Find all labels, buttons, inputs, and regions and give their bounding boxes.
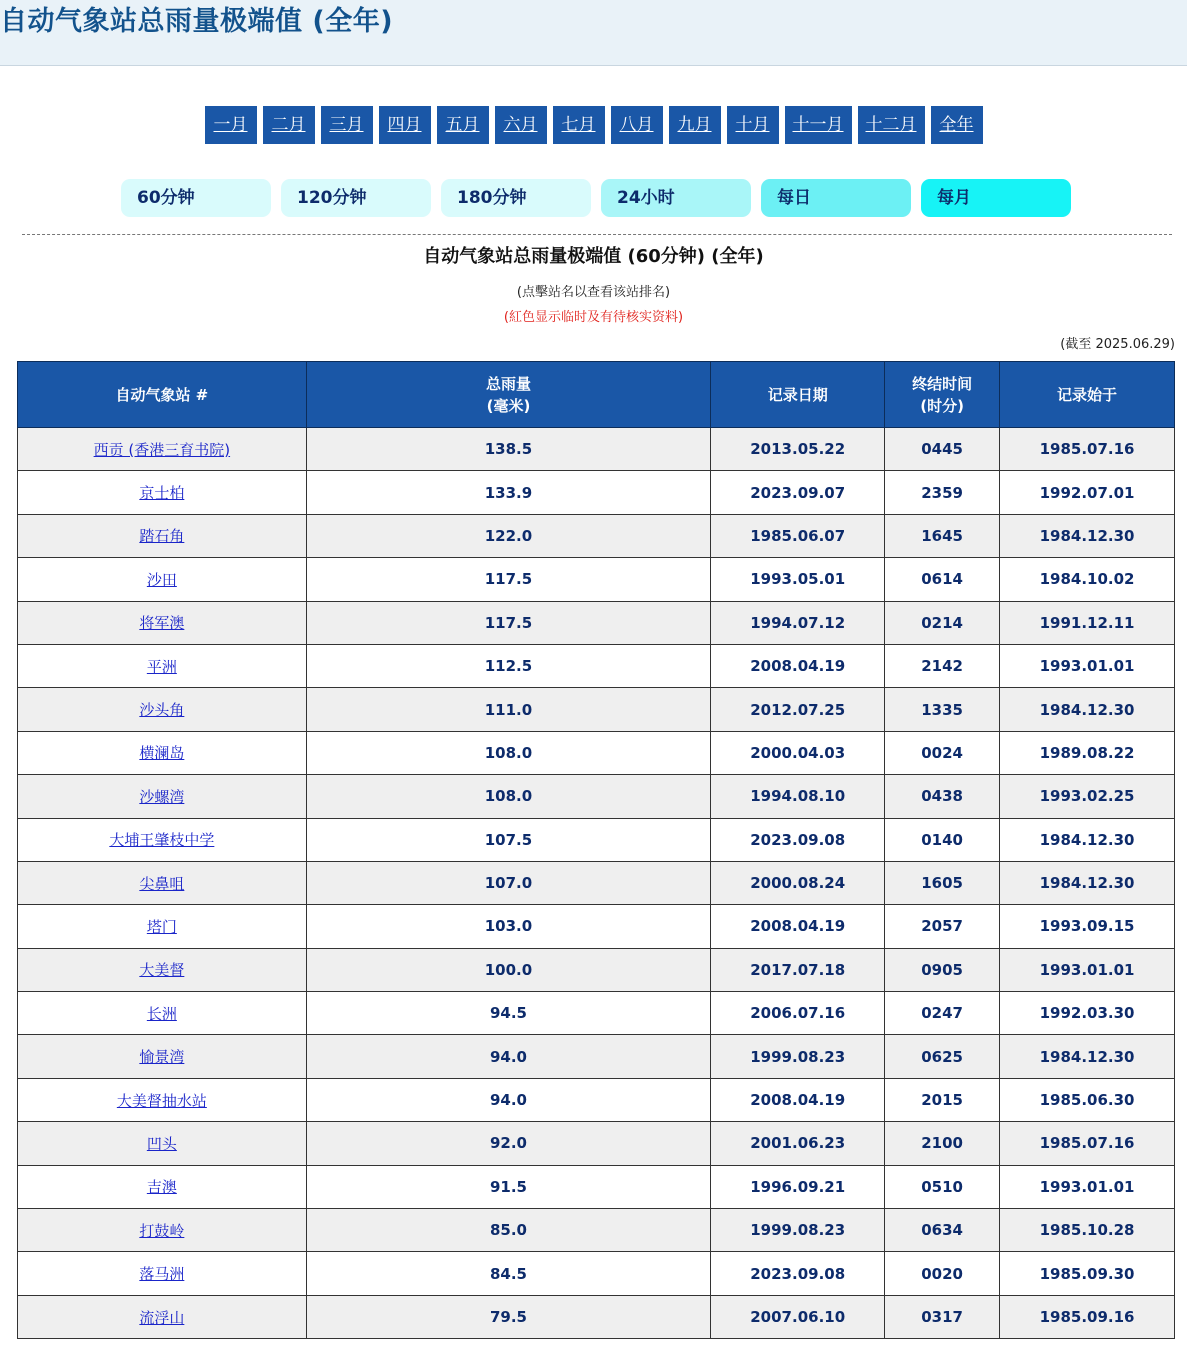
table-row [18, 775, 1175, 818]
table-row [18, 1252, 1175, 1295]
station-cell [18, 992, 307, 1035]
date-cell: 2006.07.16 [711, 992, 885, 1035]
since-cell: 1984.12.30 [1000, 1035, 1175, 1078]
station-cell [18, 1122, 307, 1165]
end-time-cell: 2359 [885, 471, 1000, 514]
duration-button[interactable]: 每日 [761, 179, 911, 217]
station-link[interactable]: 沙螺湾 [139, 787, 185, 806]
duration-button[interactable]: 180分钟 [441, 179, 591, 217]
rainfall-cell: 108.0 [306, 731, 711, 774]
station-link[interactable]: 落马洲 [139, 1265, 185, 1284]
date-cell: 2023.09.08 [711, 818, 885, 861]
station-cell [18, 514, 307, 557]
table-row [18, 601, 1175, 644]
month-nav [0, 106, 1187, 144]
end-time-cell: 2100 [885, 1122, 1000, 1165]
station-cell [18, 1295, 307, 1338]
rainfall-cell: 111.0 [306, 688, 711, 731]
divider [22, 234, 1172, 235]
rainfall-table [17, 361, 1175, 1339]
table-row [18, 731, 1175, 774]
month-button[interactable]: 五月 [437, 106, 489, 144]
end-time-cell: 0020 [885, 1252, 1000, 1295]
end-time-cell: 0614 [885, 558, 1000, 601]
since-cell: 1984.12.30 [1000, 861, 1175, 904]
table-row [18, 861, 1175, 904]
month-button[interactable]: 十一月 [785, 106, 852, 144]
table-row [18, 471, 1175, 514]
table-row [18, 1165, 1175, 1208]
station-cell [18, 1035, 307, 1078]
date-cell: 2008.04.19 [711, 905, 885, 948]
end-time-cell: 1335 [885, 688, 1000, 731]
station-link[interactable]: 平洲 [146, 657, 177, 676]
station-link[interactable]: 长洲 [146, 1004, 177, 1023]
station-link[interactable]: 西贡 (香港三育书院) [93, 440, 231, 459]
station-cell [18, 558, 307, 601]
month-button[interactable]: 八月 [611, 106, 663, 144]
rainfall-cell: 122.0 [306, 514, 711, 557]
station-link[interactable]: 大美督 [139, 961, 185, 980]
since-cell: 1985.09.16 [1000, 1295, 1175, 1338]
end-time-cell: 0024 [885, 731, 1000, 774]
station-link[interactable]: 打鼓岭 [139, 1221, 185, 1240]
station-link[interactable]: 塔门 [146, 917, 177, 936]
table-row [18, 905, 1175, 948]
end-time-cell: 0214 [885, 601, 1000, 644]
station-link[interactable]: 流浮山 [139, 1308, 185, 1327]
station-cell [18, 1209, 307, 1252]
table-row [18, 1209, 1175, 1252]
station-cell [18, 775, 307, 818]
station-cell [18, 818, 307, 861]
since-cell: 1984.12.30 [1000, 688, 1175, 731]
table-row [18, 1035, 1175, 1078]
col-end-time: 终结时间 (时分) [885, 362, 1000, 428]
station-cell [18, 1078, 307, 1121]
date-cell: 1985.06.07 [711, 514, 885, 557]
table-row [18, 644, 1175, 687]
duration-nav [121, 179, 1081, 217]
since-cell: 1985.10.28 [1000, 1209, 1175, 1252]
station-link[interactable]: 大美督抽水站 [116, 1091, 207, 1110]
since-cell: 1989.08.22 [1000, 731, 1175, 774]
since-cell: 1993.09.15 [1000, 905, 1175, 948]
duration-button[interactable]: 120分钟 [281, 179, 431, 217]
table-row [18, 688, 1175, 731]
rainfall-cell: 94.0 [306, 1078, 711, 1121]
rainfall-cell: 117.5 [306, 558, 711, 601]
rainfall-cell: 94.0 [306, 1035, 711, 1078]
col-date: 记录日期 [711, 362, 885, 428]
since-cell: 1984.10.02 [1000, 558, 1175, 601]
end-time-cell: 0905 [885, 948, 1000, 991]
since-cell: 1992.07.01 [1000, 471, 1175, 514]
table-row [18, 1122, 1175, 1165]
station-cell [18, 1165, 307, 1208]
section-title: 自动气象站总雨量极端值 (60分钟) (全年) [423, 246, 764, 267]
end-time-cell: 0445 [885, 428, 1000, 471]
rainfall-cell: 92.0 [306, 1122, 711, 1165]
click-hint: (点擊站名以查看该站排名) [516, 285, 671, 300]
duration-button[interactable]: 每月 [921, 179, 1071, 217]
month-button[interactable]: 全年 [931, 106, 983, 144]
station-link[interactable]: 横澜岛 [139, 744, 185, 763]
station-cell [18, 861, 307, 904]
station-cell [18, 731, 307, 774]
col-station: 自动气象站 # [18, 362, 307, 428]
table-row [18, 428, 1175, 471]
since-cell: 1991.12.11 [1000, 601, 1175, 644]
date-cell: 1996.09.21 [711, 1165, 885, 1208]
month-button[interactable]: 六月 [495, 106, 547, 144]
date-cell: 2001.06.23 [711, 1122, 885, 1165]
end-time-cell: 2015 [885, 1078, 1000, 1121]
station-link[interactable]: 凹头 [146, 1134, 177, 1153]
since-cell: 1992.03.30 [1000, 992, 1175, 1035]
station-link[interactable]: 大埔王肇枝中学 [109, 831, 215, 850]
page-title: 自动气象站总雨量极端值 (全年) [0, 6, 394, 37]
month-button[interactable]: 十月 [727, 106, 779, 144]
table-row [18, 992, 1175, 1035]
duration-button[interactable]: 24小时 [601, 179, 751, 217]
date-cell: 2023.09.08 [711, 1252, 885, 1295]
rainfall-cell: 112.5 [306, 644, 711, 687]
header-bar [0, 0, 1187, 66]
month-button[interactable]: 九月 [669, 106, 721, 144]
rainfall-cell: 85.0 [306, 1209, 711, 1252]
station-link[interactable]: 尖鼻咀 [139, 874, 185, 893]
rainfall-cell: 100.0 [306, 948, 711, 991]
station-cell [18, 644, 307, 687]
duration-button[interactable]: 60分钟 [121, 179, 271, 217]
since-cell: 1993.01.01 [1000, 1165, 1175, 1208]
station-cell [18, 428, 307, 471]
end-time-cell: 0625 [885, 1035, 1000, 1078]
table-header-row [18, 362, 1175, 428]
date-cell: 1993.05.01 [711, 558, 885, 601]
rainfall-cell: 107.0 [306, 861, 711, 904]
date-cell: 2017.07.18 [711, 948, 885, 991]
date-cell: 1994.08.10 [711, 775, 885, 818]
rainfall-cell: 107.5 [306, 818, 711, 861]
end-time-cell: 0140 [885, 818, 1000, 861]
since-cell: 1985.07.16 [1000, 428, 1175, 471]
since-cell: 1993.01.01 [1000, 948, 1175, 991]
date-cell: 2023.09.07 [711, 471, 885, 514]
table-row [18, 1295, 1175, 1338]
since-cell: 1985.07.16 [1000, 1122, 1175, 1165]
station-link[interactable]: 吉澳 [146, 1178, 177, 1197]
table-row [18, 514, 1175, 557]
as-of-date: (截至 2025.06.29) [1060, 337, 1175, 352]
end-time-cell: 2057 [885, 905, 1000, 948]
station-cell [18, 948, 307, 991]
col-since: 记录始于 [1000, 362, 1175, 428]
since-cell: 1984.12.30 [1000, 514, 1175, 557]
month-button[interactable]: 一月 [205, 106, 257, 144]
station-cell [18, 601, 307, 644]
end-time-cell: 1605 [885, 861, 1000, 904]
date-cell: 2007.06.10 [711, 1295, 885, 1338]
date-cell: 2000.04.03 [711, 731, 885, 774]
date-cell: 1999.08.23 [711, 1035, 885, 1078]
red-note: (紅色显示临时及有待核实资料) [503, 310, 684, 325]
station-cell [18, 905, 307, 948]
rainfall-cell: 138.5 [306, 428, 711, 471]
since-cell: 1993.01.01 [1000, 644, 1175, 687]
rainfall-cell: 103.0 [306, 905, 711, 948]
date-cell: 2000.08.24 [711, 861, 885, 904]
station-cell [18, 471, 307, 514]
date-cell: 2013.05.22 [711, 428, 885, 471]
station-cell [18, 1252, 307, 1295]
rainfall-cell: 79.5 [306, 1295, 711, 1338]
end-time-cell: 0247 [885, 992, 1000, 1035]
date-cell: 1994.07.12 [711, 601, 885, 644]
table-row [18, 818, 1175, 861]
month-button[interactable]: 四月 [379, 106, 431, 144]
since-cell: 1985.06.30 [1000, 1078, 1175, 1121]
station-link[interactable]: 愉景湾 [139, 1048, 185, 1067]
date-cell: 2008.04.19 [711, 644, 885, 687]
rainfall-cell: 94.5 [306, 992, 711, 1035]
since-cell: 1984.12.30 [1000, 818, 1175, 861]
end-time-cell: 1645 [885, 514, 1000, 557]
station-link[interactable]: 将军澳 [139, 614, 185, 633]
date-cell: 1999.08.23 [711, 1209, 885, 1252]
rainfall-cell: 84.5 [306, 1252, 711, 1295]
rainfall-cell: 91.5 [306, 1165, 711, 1208]
date-cell: 2012.07.25 [711, 688, 885, 731]
table-row [18, 558, 1175, 601]
month-button[interactable]: 二月 [263, 106, 315, 144]
end-time-cell: 2142 [885, 644, 1000, 687]
month-button[interactable]: 三月 [321, 106, 373, 144]
station-cell [18, 688, 307, 731]
date-cell: 2008.04.19 [711, 1078, 885, 1121]
end-time-cell: 0317 [885, 1295, 1000, 1338]
station-link[interactable]: 京士柏 [139, 484, 185, 503]
month-button[interactable]: 十二月 [858, 106, 925, 144]
end-time-cell: 0438 [885, 775, 1000, 818]
col-rainfall: 总雨量 (毫米) [306, 362, 711, 428]
table-row [18, 948, 1175, 991]
station-link[interactable]: 沙头角 [139, 701, 185, 720]
month-button[interactable]: 七月 [553, 106, 605, 144]
since-cell: 1993.02.25 [1000, 775, 1175, 818]
end-time-cell: 0510 [885, 1165, 1000, 1208]
table-row [18, 1078, 1175, 1121]
end-time-cell: 0634 [885, 1209, 1000, 1252]
rainfall-cell: 117.5 [306, 601, 711, 644]
rainfall-cell: 133.9 [306, 471, 711, 514]
station-link[interactable]: 沙田 [146, 570, 177, 589]
since-cell: 1985.09.30 [1000, 1252, 1175, 1295]
rainfall-cell: 108.0 [306, 775, 711, 818]
station-link[interactable]: 踏石角 [139, 527, 185, 546]
